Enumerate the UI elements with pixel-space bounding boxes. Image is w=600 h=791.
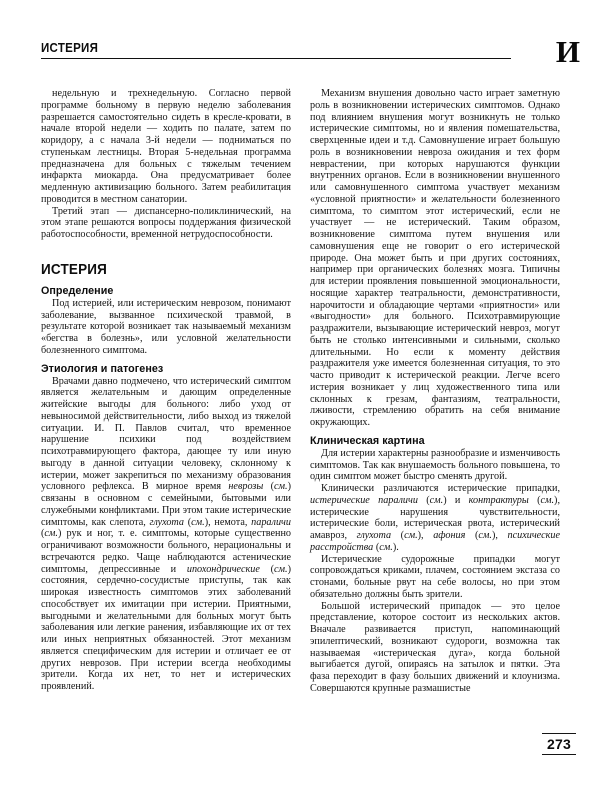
running-head [41,41,511,59]
spacer-before-entry [41,241,291,262]
paragraph-definition-1: Под истерией, или истерическим неврозом, понимают заболевание, вызванное психической травмой, в результате которой возникает так называемый механизм «бегства в болезнь», или условной желательности болезненного симптома. [41,297,291,356]
page-number: 273 [547,736,571,752]
paragraph-continued-2: Третий этап — диспансерно-поликлинический, на этом этапе решаются вопросы поддержания физической работоспособности, временной нетрудоспособности. [41,205,291,240]
paragraph-clinical-2: Клинически различаются истерические припадки, истерические параличи (см.) и контрактуры (см.), истерические нарушения чувствительности, истерические боли, истерическая рвота, истерический амавроз, глухота (см.), афония (см.), психические расстройства (см.). [310,483,560,553]
paragraph-clinical-1: Для истерии характерны разнообразие и изменчивость симптомов. Так как внушаемость больного повышена, то один симптом может быстро сменять другой. [310,447,560,483]
thumb-index-letter: И [555,34,580,69]
body-columns [41,88,560,695]
folio-rule-bottom [542,754,576,755]
running-head-rule [41,58,511,59]
running-head-title: ИСТЕРИЯ [41,41,99,55]
paragraph-continued-1: недельную и трехнедельную. Согласно первой программе больному в первую неделю заболевания разрешается самостоятельно сидеть в кресле-кровати, в начале второй недели — ходить по палате, затем по коридору, а с начала 3-й недели — подниматься по ступенькам лестницы. Вторая 5-недельная программа предназначена для больных с тяжелым течением инфаркта миокарда. Она предусматривает более медленную активизацию больного. Затем реабилитация проводится в местном санатории. [41,88,291,205]
section-heading-clinical-picture: Клиническая картина [310,434,425,447]
left-column [41,88,291,695]
right-column [310,88,560,695]
folio [539,733,579,755]
entry-title: ИСТЕРИЯ [41,261,108,278]
paragraph-clinical-4: Большой истерический припадок — это целое представление, которое состоит из нескольких актов. Вначале развивается приступ, напоминающий эпилептический, возникают судороги, возможна так называемая «истерическая дуга», когда больной выгибается дугой, опираясь на затылок и пятки. Эта фаза переходит в фазу больших движений и клоунизма. Совершаются крупные размашистые [310,600,560,694]
paragraph-clinical-3: Истерические судорожные припадки могут сопровождаться криками, плачем, состоянием экстаза со стонами, больные рвут на себе волосы, но при этом обязательно должны быть зрители. [310,553,560,600]
paragraph-suggestion-1: Механизм внушения довольно часто играет заметную роль в возникновении истерических симптомов. Однако под влиянием внушения могут возникнуть не только истерические симптомы, но и явления помешательства, сверхценные идеи и т.д. Самовнушение играет большую роль в возникновении невроза ожидания и тех форм неврастении, при которых нарушаются функции внутренних органов. Если в возникновении внушенного или самовнушенного симптома участвует механизм «условной приятности» и желательности болезненного симптома, то симптом этот истерический, если не участвует — не истерический. Таким образом, возникновение симптома путем внушения или самовнушения еще не говорит о его истерической природе. Она может быть и при других состояниях, например при органических болезнях мозга. Типичны для истерии проявления повышенной эмоциональности, носящие характер театральности, демонстративности, нарочитости и обладающие чертами «приятности» или «выгодности» для больного. Психотравмирующие раздражители, вызывающие истерический невроз, могут быть не столько интенсивными и сильными, сколько длительными. Но если к моменту действия раздражителя уже имеется болезненная ситуация, то это часто приводит к истерической реакции. Легче всего истерия возникает у лиц художественного типа или склонных к грезам, фантазиям, театральности, лживости, стремлению обратить на себя внимание окружающих. [310,88,560,428]
section-heading-definition: Определение [41,284,114,297]
paragraph-etiology-1: Врачами давно подмечено, что истерический симптом является желательным и дающим определенные житейские выгоды для больного: либо уход от невыносимой действительности, либо выход из тяжелой ситуации. И. П. Павлов считал, что временное нарушение психики под воздействием психотравмирующего фактора, дающее ту или иную выгоду в данной ситуации человеку, склонному к истерии, может закрепиться по механизму образования условного рефлекса. В мирное время неврозы (см.) связаны в основном с семейными, бытовыми или служебными конфликтами. При этом такие истерические симптомы, как слепота, глухота (см.), немота, параличи (см.) рук и ног, т. е. симптомы, которые существенно ограничивают возможности больного, нерациональны и встречаются редко. Чаще наблюдаются астенические симптомы, депрессивные и ипохондрические (см.) состояния, сердечно-сосудистые приступы, так как широкая известность симптомов этих заболеваний способствует их имитации при истерии. Приятными, выгодными и желательными для больных могут быть заболевания или легкие ранения, избавляющие их от тех или иных неприятных обязанностей. Этот механизм является специфическим для истерии и отличает ее от других неврозов. При истерии всегда необходимы зрители. Когда их нет, то нет и истерических проявлений. [41,375,292,692]
section-heading-etiology: Этиология и патогенез [41,362,164,375]
